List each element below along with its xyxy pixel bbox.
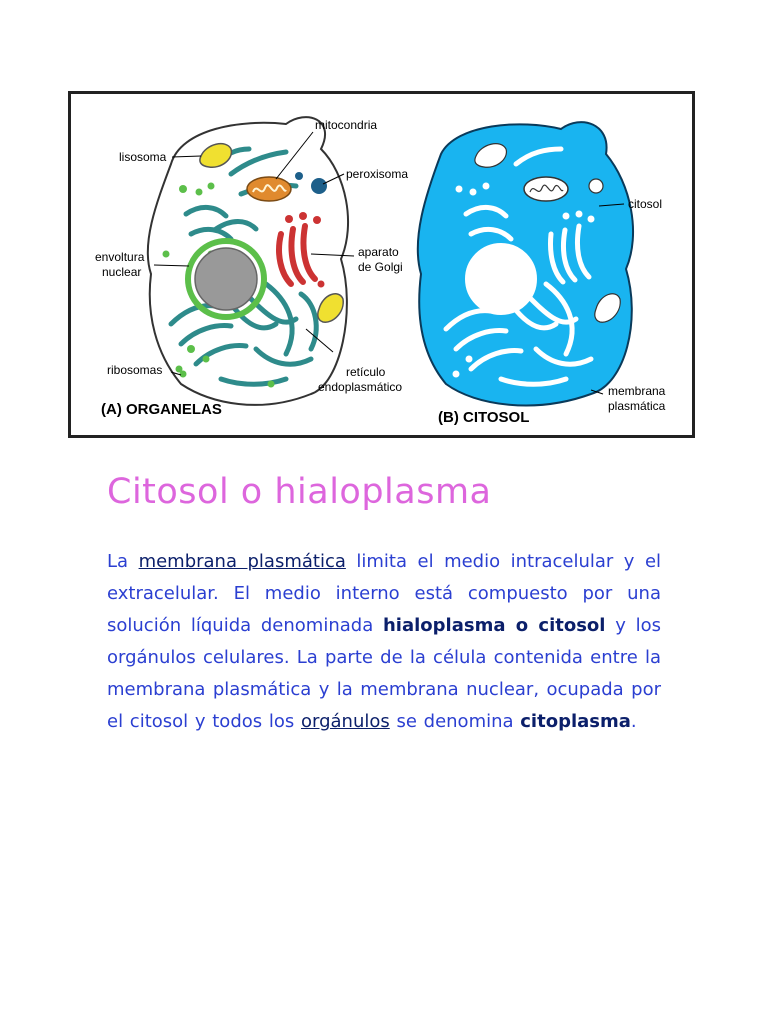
caption-citosol: (B) CITOSOL xyxy=(438,409,530,426)
label-de-golgi: de Golgi xyxy=(358,260,403,274)
label-peroxisoma: peroxisoma xyxy=(346,167,409,181)
label-endoplasmatico: endoplasmático xyxy=(318,380,403,394)
para-text-1: La xyxy=(107,551,139,572)
para-text-4: se denomina xyxy=(389,711,521,732)
label-ribosomas: ribosomas xyxy=(107,363,163,377)
cell-diagram-figure xyxy=(68,91,695,438)
caption-organelas: (A) ORGANELAS xyxy=(101,401,222,418)
bold-citoplasma: citoplasma xyxy=(520,711,631,732)
label-lisosoma: lisosoma xyxy=(119,150,167,164)
para-text-3: y los orgánulos celulares. La parte de la célula contenida entre la membrana plasmática y la membrana nuclear, ocupada por el citosol y todos los xyxy=(107,615,661,732)
label-plasmatica: plasmática xyxy=(608,399,666,413)
nucleus xyxy=(195,248,257,310)
page-heading: Citosol o hialoplasma xyxy=(107,472,492,512)
label-membrana: membrana xyxy=(608,384,666,398)
cytosol-peroxisome xyxy=(589,179,603,193)
label-envoltura: envoltura xyxy=(95,250,145,264)
mitochondrion xyxy=(247,177,291,201)
cytosol-nucleus-space xyxy=(466,244,536,314)
para-text-5: . xyxy=(630,711,637,732)
label-mitocondria: mitocondria xyxy=(315,118,378,132)
cell-diagram xyxy=(71,94,692,435)
label-citosol: citosol xyxy=(628,197,663,211)
cytosol-mitochondrion xyxy=(524,177,568,201)
bold-hialoplasma: hialoplasma o citosol xyxy=(382,615,606,636)
body-paragraph xyxy=(107,546,661,738)
cell-a xyxy=(148,117,348,405)
cell-b xyxy=(418,122,633,405)
link-membrana-plasmatica[interactable]: membrana plasmática xyxy=(138,551,346,572)
label-nuclear: nuclear xyxy=(102,265,142,279)
link-organulos[interactable]: orgánulos xyxy=(300,711,390,732)
label-aparato: aparato xyxy=(358,245,399,259)
para-text-2: limita el medio intracelular y el extracelular. El medio interno está compuesto por una solución líquida denominada xyxy=(107,551,662,636)
label-reticulo: retículo xyxy=(346,365,386,379)
